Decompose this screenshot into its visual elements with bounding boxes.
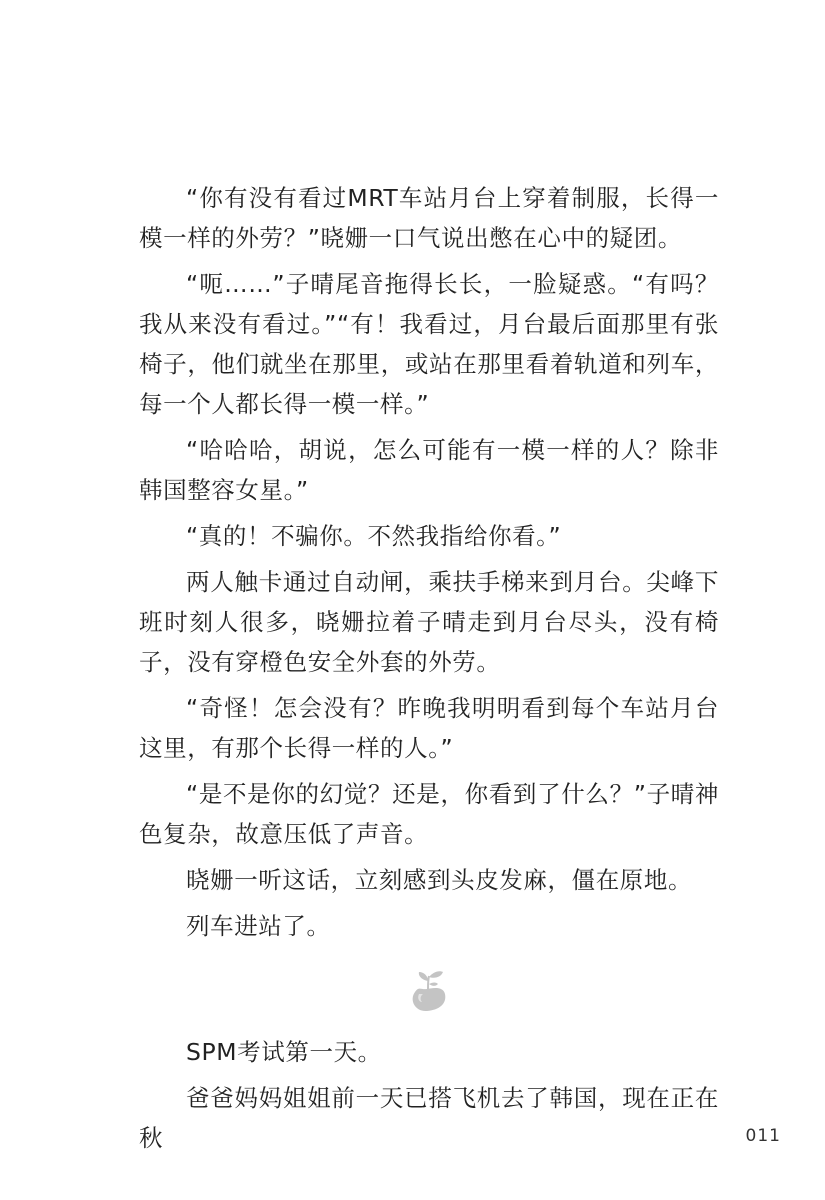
page-number: 011 <box>745 1126 781 1146</box>
paragraph: 爸爸妈妈姐姐前一天已搭飞机去了韩国，现在正在秋 <box>139 1084 719 1152</box>
paragraph: “奇怪！怎会没有？昨晚我明明看到每个车站月台这里，有那个长得一样的人。” <box>139 694 719 762</box>
sprout-seed-icon <box>407 966 451 1014</box>
paragraph: 列车进站了。 <box>186 912 331 940</box>
paragraph: “是不是你的幻觉？还是，你看到了什么？”子晴神色复杂，故意压低了声音。 <box>139 780 719 848</box>
page-body <box>139 178 719 1164</box>
paragraph: SPM考试第一天。 <box>186 1038 382 1066</box>
paragraph: “呃……”子晴尾音拖得长长，一脸疑惑。“有吗？我从来没有看过。”“有！我看过，月台最后面那里有张椅子，他们就坐在那里，或站在那里看着轨道和列车，每一个人都长得一模一样。” <box>139 270 719 418</box>
paragraph: “真的！不骗你。不然我指给你看。” <box>186 522 562 550</box>
section-divider <box>139 952 719 1028</box>
paragraph: 晓姗一听这话，立刻感到头皮发麻，僵在原地。 <box>186 866 693 894</box>
paragraph: 两人触卡通过自动闸，乘扶手梯来到月台。尖峰下班时刻人很多，晓姗拉着子晴走到月台尽头，没有椅子，没有穿橙色安全外套的外劳。 <box>139 568 719 676</box>
paragraph: “哈哈哈，胡说，怎么可能有一模一样的人？除非韩国整容女星。” <box>139 436 719 504</box>
paragraph: “你有没有看过MRT车站月台上穿着制服，长得一模一样的外劳？”晓姗一口气说出憋在心中的疑团。 <box>139 184 719 252</box>
